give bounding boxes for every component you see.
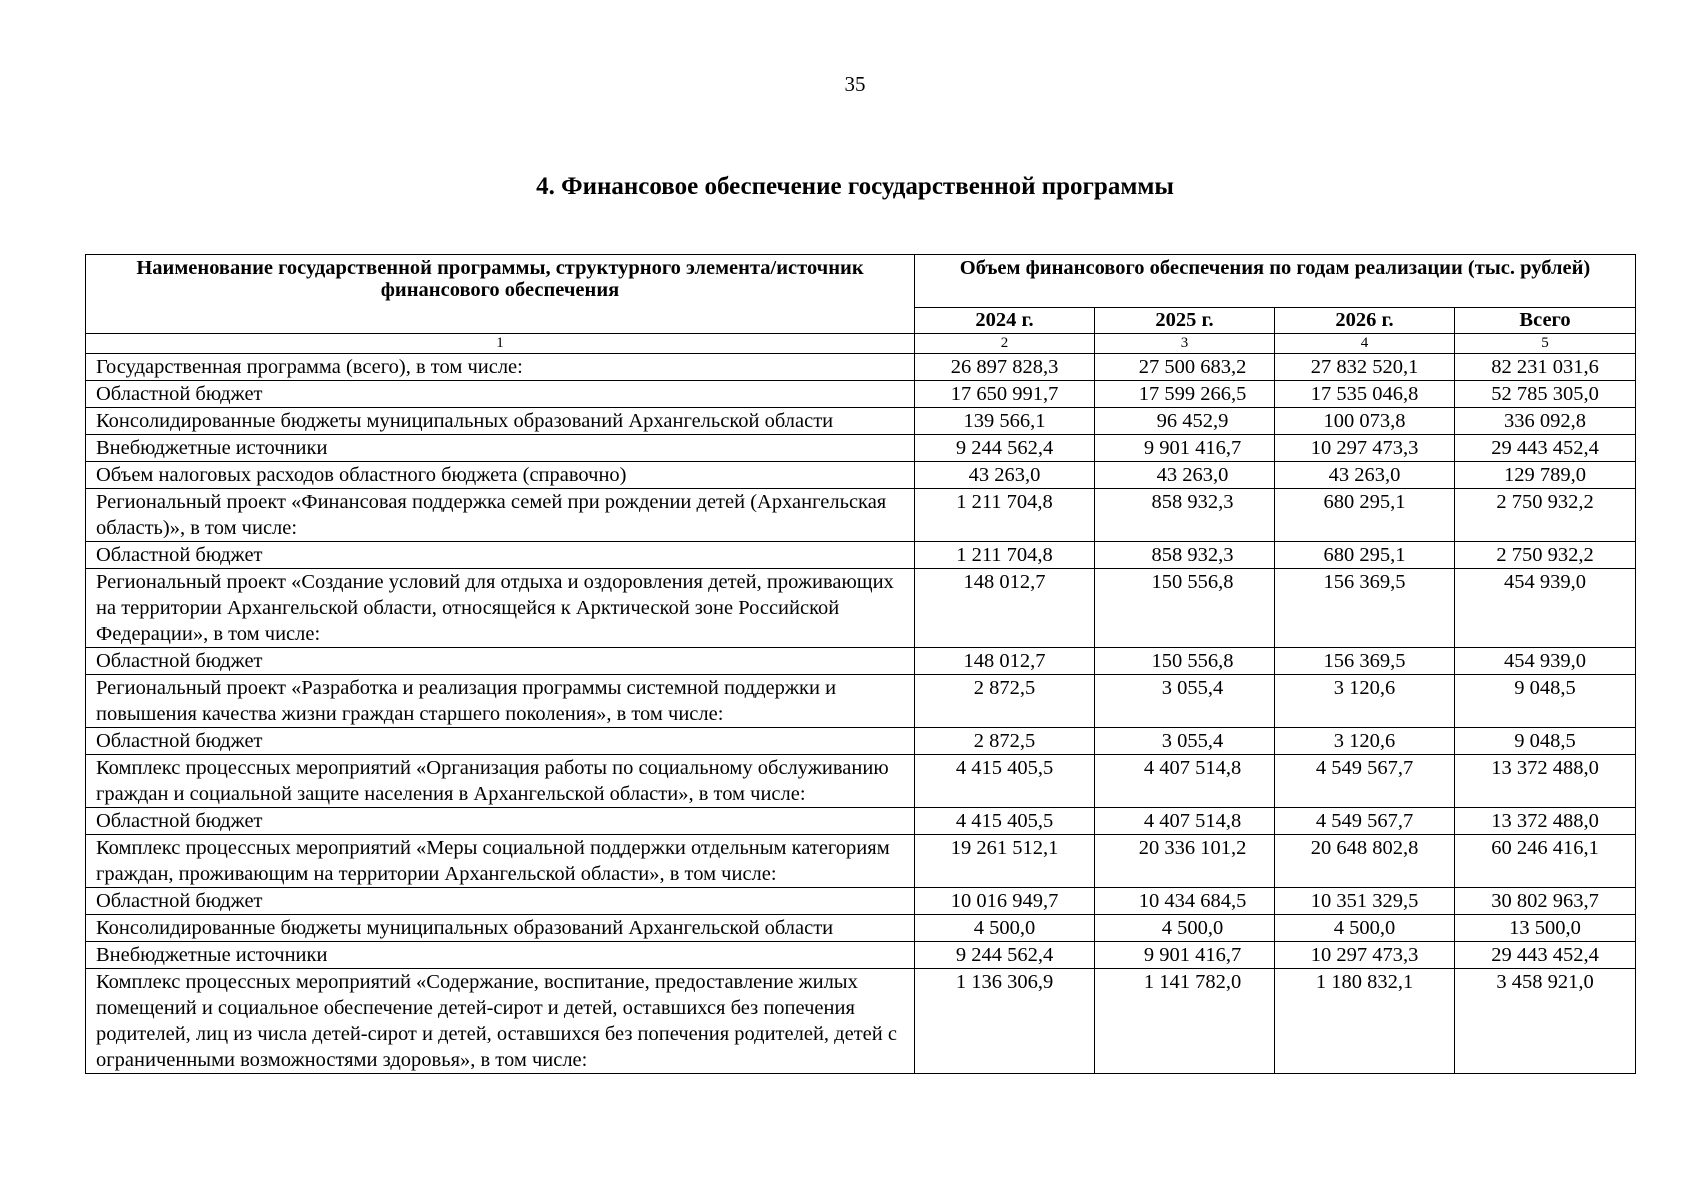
value-cell: 9 901 416,7 <box>1095 942 1275 969</box>
row-name-cell: Региональный проект «Создание условий для отдыха и оздоровления детей, проживающих на территории Архангельской области, относящейся к Арктической зоне Российской Федерации», в том числе: <box>86 569 915 648</box>
value-cell: 3 055,4 <box>1095 675 1275 728</box>
value-cell: 82 231 031,6 <box>1455 354 1636 381</box>
value-cell: 13 372 488,0 <box>1455 808 1636 835</box>
value-cell: 4 549 567,7 <box>1275 808 1455 835</box>
table-row <box>86 888 1636 915</box>
value-cell: 10 434 684,5 <box>1095 888 1275 915</box>
header-volume-cell: Объем финансового обеспечения по годам реализации (тыс. рублей) <box>915 255 1636 308</box>
value-cell: 454 939,0 <box>1455 648 1636 675</box>
value-cell: 9 048,5 <box>1455 728 1636 755</box>
row-name-cell: Областной бюджет <box>86 808 915 835</box>
row-name-cell: Консолидированные бюджеты муниципальных образований Архангельской области <box>86 408 915 435</box>
table-row <box>86 915 1636 942</box>
value-cell: 2 872,5 <box>915 728 1095 755</box>
value-cell: 19 261 512,1 <box>915 835 1095 888</box>
value-cell: 17 599 266,5 <box>1095 381 1275 408</box>
value-cell: 2 872,5 <box>915 675 1095 728</box>
value-cell: 3 120,6 <box>1275 675 1455 728</box>
table-row <box>86 675 1636 728</box>
row-name-cell: Областной бюджет <box>86 888 915 915</box>
header-name-cell: Наименование государственной программы, структурного элемента/источник финансового обеспечения <box>86 255 915 334</box>
row-name-cell: Государственная программа (всего), в том числе: <box>86 354 915 381</box>
value-cell: 20 336 101,2 <box>1095 835 1275 888</box>
value-cell: 680 295,1 <box>1275 489 1455 542</box>
table-row <box>86 835 1636 888</box>
value-cell: 52 785 305,0 <box>1455 381 1636 408</box>
value-cell: 100 073,8 <box>1275 408 1455 435</box>
column-number: 4 <box>1275 334 1455 354</box>
value-cell: 9 901 416,7 <box>1095 435 1275 462</box>
row-name-cell: Комплекс процессных мероприятий «Организация работы по социальному обслуживанию граждан и социальной защите населения в Архангельской области», в том числе: <box>86 755 915 808</box>
value-cell: 27 832 520,1 <box>1275 354 1455 381</box>
value-cell: 4 500,0 <box>1275 915 1455 942</box>
column-number: 5 <box>1455 334 1636 354</box>
table-row <box>86 755 1636 808</box>
value-cell: 10 351 329,5 <box>1275 888 1455 915</box>
value-cell: 13 500,0 <box>1455 915 1636 942</box>
table-row <box>86 435 1636 462</box>
year-header: 2024 г. <box>915 308 1095 334</box>
row-name-cell: Региональный проект «Финансовая поддержка семей при рождении детей (Архангельская область)», в том числе: <box>86 489 915 542</box>
value-cell: 858 932,3 <box>1095 489 1275 542</box>
value-cell: 4 407 514,8 <box>1095 808 1275 835</box>
value-cell: 96 452,9 <box>1095 408 1275 435</box>
value-cell: 9 244 562,4 <box>915 942 1095 969</box>
column-number: 2 <box>915 334 1095 354</box>
value-cell: 139 566,1 <box>915 408 1095 435</box>
table-body <box>86 354 1636 1074</box>
table-row <box>86 808 1636 835</box>
table-row <box>86 408 1636 435</box>
value-cell: 3 120,6 <box>1275 728 1455 755</box>
value-cell: 4 500,0 <box>915 915 1095 942</box>
total-header: Всего <box>1455 308 1636 334</box>
value-cell: 148 012,7 <box>915 648 1095 675</box>
value-cell: 3 458 921,0 <box>1455 969 1636 1074</box>
value-cell: 2 750 932,2 <box>1455 542 1636 569</box>
value-cell: 10 297 473,3 <box>1275 435 1455 462</box>
value-cell: 156 369,5 <box>1275 648 1455 675</box>
value-cell: 17 650 991,7 <box>915 381 1095 408</box>
table-row <box>86 542 1636 569</box>
value-cell: 129 789,0 <box>1455 462 1636 489</box>
column-number: 1 <box>86 334 915 354</box>
table-row <box>86 462 1636 489</box>
value-cell: 4 407 514,8 <box>1095 755 1275 808</box>
value-cell: 3 055,4 <box>1095 728 1275 755</box>
table-row <box>86 489 1636 542</box>
value-cell: 43 263,0 <box>915 462 1095 489</box>
table-row <box>86 648 1636 675</box>
value-cell: 26 897 828,3 <box>915 354 1095 381</box>
row-name-cell: Областной бюджет <box>86 542 915 569</box>
value-cell: 29 443 452,4 <box>1455 942 1636 969</box>
value-cell: 10 297 473,3 <box>1275 942 1455 969</box>
table-row <box>86 969 1636 1074</box>
value-cell: 156 369,5 <box>1275 569 1455 648</box>
table-row <box>86 942 1636 969</box>
value-cell: 4 415 405,5 <box>915 808 1095 835</box>
value-cell: 13 372 488,0 <box>1455 755 1636 808</box>
column-numbers-row <box>86 334 1636 354</box>
value-cell: 150 556,8 <box>1095 569 1275 648</box>
value-cell: 1 211 704,8 <box>915 489 1095 542</box>
value-cell: 1 180 832,1 <box>1275 969 1455 1074</box>
value-cell: 4 500,0 <box>1095 915 1275 942</box>
value-cell: 43 263,0 <box>1275 462 1455 489</box>
value-cell: 60 246 416,1 <box>1455 835 1636 888</box>
value-cell: 858 932,3 <box>1095 542 1275 569</box>
value-cell: 10 016 949,7 <box>915 888 1095 915</box>
value-cell: 680 295,1 <box>1275 542 1455 569</box>
value-cell: 148 012,7 <box>915 569 1095 648</box>
value-cell: 150 556,8 <box>1095 648 1275 675</box>
value-cell: 27 500 683,2 <box>1095 354 1275 381</box>
value-cell: 17 535 046,8 <box>1275 381 1455 408</box>
value-cell: 9 244 562,4 <box>915 435 1095 462</box>
year-header: 2025 г. <box>1095 308 1275 334</box>
column-number: 3 <box>1095 334 1275 354</box>
value-cell: 43 263,0 <box>1095 462 1275 489</box>
value-cell: 454 939,0 <box>1455 569 1636 648</box>
value-cell: 4 549 567,7 <box>1275 755 1455 808</box>
value-cell: 336 092,8 <box>1455 408 1636 435</box>
row-name-cell: Областной бюджет <box>86 728 915 755</box>
table-row <box>86 381 1636 408</box>
page-number: 35 <box>844 72 866 96</box>
row-name-cell: Внебюджетные источники <box>86 942 915 969</box>
value-cell: 30 802 963,7 <box>1455 888 1636 915</box>
value-cell: 1 211 704,8 <box>915 542 1095 569</box>
row-name-cell: Внебюджетные источники <box>86 435 915 462</box>
table-row <box>86 354 1636 381</box>
row-name-cell: Областной бюджет <box>86 381 915 408</box>
year-header: 2026 г. <box>1275 308 1455 334</box>
value-cell: 20 648 802,8 <box>1275 835 1455 888</box>
financing-table <box>85 254 1636 1074</box>
row-name-cell: Областной бюджет <box>86 648 915 675</box>
value-cell: 9 048,5 <box>1455 675 1636 728</box>
row-name-cell: Региональный проект «Разработка и реализация программы системной поддержки и повышения качества жизни граждан старшего поколения», в том числе: <box>86 675 915 728</box>
value-cell: 2 750 932,2 <box>1455 489 1636 542</box>
row-name-cell: Консолидированные бюджеты муниципальных образований Архангельской области <box>86 915 915 942</box>
header-row <box>86 255 1636 308</box>
table-row <box>86 569 1636 648</box>
value-cell: 1 136 306,9 <box>915 969 1095 1074</box>
row-name-cell: Комплекс процессных мероприятий «Меры социальной поддержки отдельным категориям граждан, проживающим на территории Архангельской области», в том числе: <box>86 835 915 888</box>
value-cell: 1 141 782,0 <box>1095 969 1275 1074</box>
row-name-cell: Комплекс процессных мероприятий «Содержание, воспитание, предоставление жилых помещений и социальное обеспечение детей-сирот и детей, оставшихся без попечения родителей, лиц из числа детей-сирот и детей, оставшихся без попечения родителей, детей с ограниченными возможностями здоровья», в том числе: <box>86 969 915 1074</box>
document-title: 4. Финансовое обеспечение государственной программы <box>536 173 1174 200</box>
value-cell: 29 443 452,4 <box>1455 435 1636 462</box>
value-cell: 4 415 405,5 <box>915 755 1095 808</box>
row-name-cell: Объем налоговых расходов областного бюджета (справочно) <box>86 462 915 489</box>
table-row <box>86 728 1636 755</box>
